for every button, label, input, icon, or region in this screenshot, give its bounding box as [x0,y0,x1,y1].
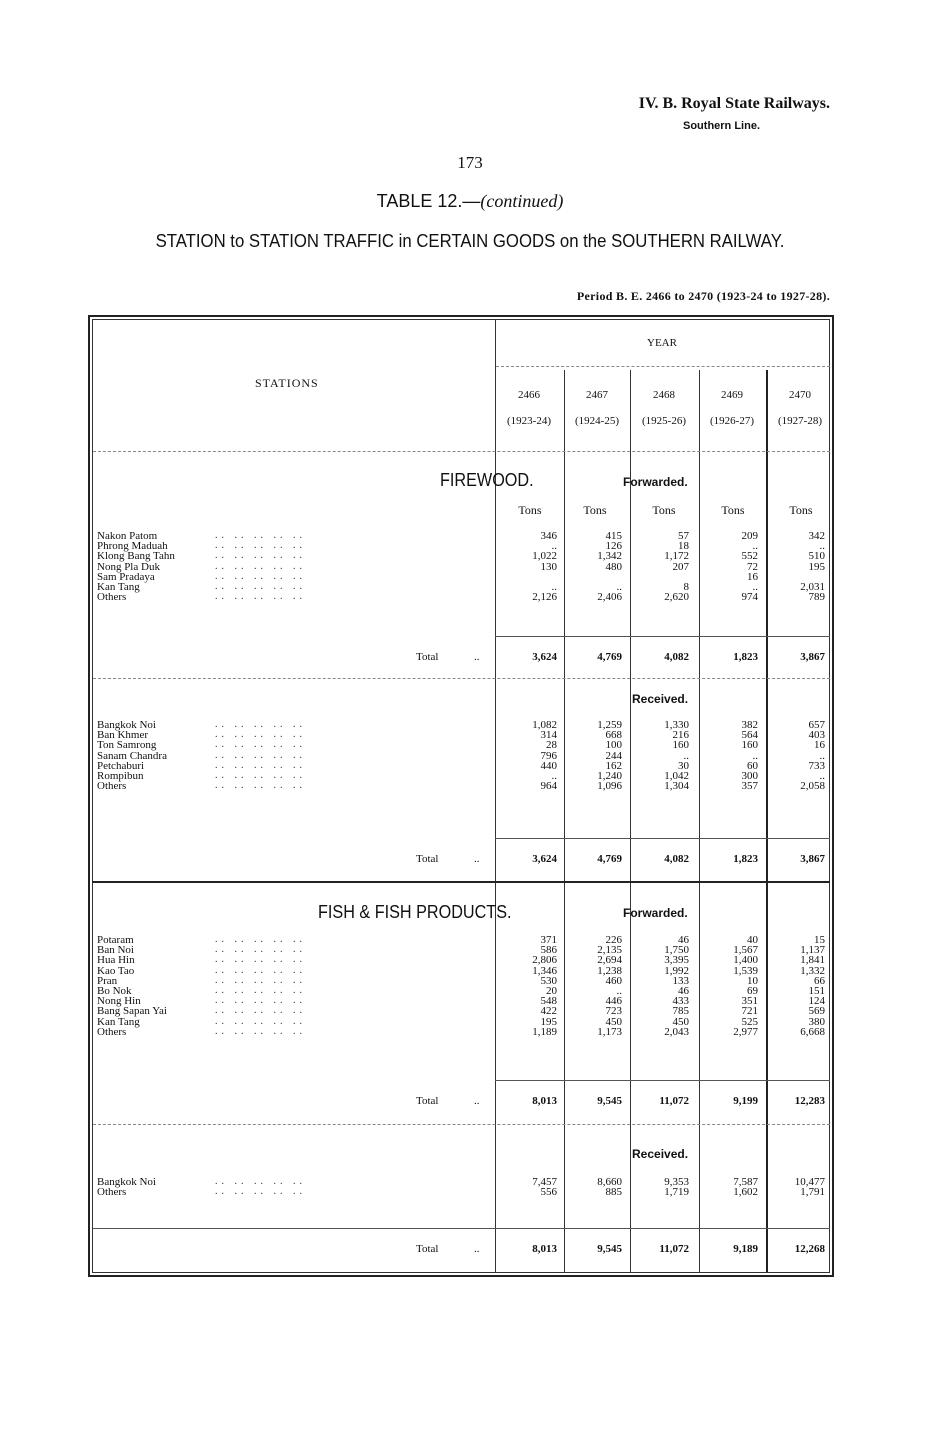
cell-value: 207 [672,560,689,573]
subtotal-rule [93,1228,830,1229]
leader-dots: .. .. .. .. .. [215,1015,306,1027]
station-name: Hua Hin [97,954,135,967]
cell-value: 723 [605,1005,622,1018]
cell-value: 964 [540,780,557,793]
received-label: Received. [632,1147,689,1161]
cell-value: 126 [605,540,622,553]
section-rule [93,678,830,679]
cell-value: 1,791 [800,1186,825,1199]
table-frame-inner [92,319,830,1273]
cell-value: 1,240 [597,770,622,782]
leader-dots: .. .. .. .. .. [215,560,306,572]
cell-value: 433 [672,995,689,1008]
cell-value: 460 [605,974,622,987]
cell-value: 1,189 [532,1025,557,1038]
leader-dots: .. .. .. .. .. [215,985,306,996]
cell-value: 371 [540,934,557,946]
cell-value: 2,694 [597,954,622,967]
cell-value: 60 [747,759,758,772]
cell-value: 2,031 [800,581,825,593]
cell-value: 133 [672,974,689,987]
line-subheader: Southern Line. [683,120,760,132]
station-name: Nong Hin [97,995,141,1008]
section-title-firewood: FIREWOOD. [440,470,534,490]
cell-value: 440 [540,759,557,772]
cell-value: 16 [747,570,758,583]
leader-dots: .. .. .. .. .. [215,1025,306,1037]
leader-dots: .. .. .. .. .. [215,759,306,771]
cell-value: 2,135 [597,944,622,957]
year-2468: 2468 [653,389,675,401]
cell-value: 657 [808,719,825,731]
cell-value: 1,750 [664,944,689,957]
station-name: Others [97,1025,127,1038]
cell-value: 2,620 [664,591,689,604]
cell-value: 556 [540,1186,557,1199]
cell-value: 1,304 [664,780,689,793]
cell-value: 380 [808,1015,825,1028]
total-value: 1,823 [733,853,758,865]
total-value: 4,082 [664,853,689,865]
total-value: 11,072 [659,1243,689,1255]
cell-value: .. [551,770,557,782]
total-value: 3,624 [532,651,557,663]
total-value: 8,013 [532,1243,557,1255]
cell-value: 721 [741,1005,758,1018]
cell-value: 796 [540,749,557,762]
column-divider [495,320,496,1272]
cell-value: 450 [672,1015,689,1028]
section-title-fish: FISH & FISH PRODUCTS. [318,902,512,922]
station-name: Petchaburi [97,759,145,772]
cell-value: 8 [683,581,689,593]
leader-dots: .. .. .. .. .. [215,1186,306,1198]
cell-value: 382 [741,719,758,731]
cell-value: 785 [672,1005,689,1018]
total-dots: .. [474,853,480,865]
total-value: 9,199 [733,1095,758,1107]
cell-value: .. [752,581,758,593]
cell-value: 530 [540,974,557,987]
cell-value: 151 [808,985,825,997]
cell-value: .. [616,985,622,997]
header-rule [496,366,830,367]
period-line: Period B. E. 2466 to 2470 (1923-24 to 1927-28). [576,289,830,303]
cell-value: 30 [678,759,689,772]
leader-dots: .. .. .. .. .. [215,729,306,741]
cell-value: 160 [672,739,689,752]
cell-value: 1,719 [664,1186,689,1199]
total-value: 4,769 [597,651,622,663]
cell-value: .. [752,540,758,553]
cell-value: 552 [741,550,758,563]
cell-value: 46 [678,985,689,997]
cell-value: 974 [741,591,758,604]
cell-value: 510 [808,550,825,563]
total-value: 9,545 [597,1243,622,1255]
unit-tons: Tons [583,503,607,517]
cell-value: .. [752,749,758,762]
cell-value: 16 [814,739,825,752]
forwarded-label: Forwarded. [623,906,688,920]
total-dots: .. [474,1095,480,1107]
cell-value: 1,602 [733,1186,758,1199]
total-value: 11,072 [659,1095,689,1107]
cell-value: 1,332 [800,964,825,977]
cell-value: 1,342 [597,550,622,563]
cell-value: .. [819,749,825,762]
year-span: (1925-26) [642,415,686,427]
cell-value: 100 [605,739,622,752]
cell-value: 586 [540,944,557,957]
table-title-prefix: TABLE 12.— [376,191,481,211]
stations-label: STATIONS [255,376,319,390]
station-name: Bangkok Noi [97,1176,156,1188]
cell-value: 209 [741,530,758,542]
cell-value: 18 [678,540,689,553]
cell-value: 885 [605,1186,622,1199]
station-name: Potaram [97,934,134,946]
year-span: (1927-28) [778,415,822,427]
year-span: (1923-24) [507,415,551,427]
station-name: Sanam Chandra [97,749,167,762]
cell-value: 2,806 [532,954,557,967]
subtotal-rule [495,1080,830,1081]
cell-value: .. [551,540,557,553]
cell-value: 15 [814,934,825,946]
total-dots: .. [474,651,480,663]
cell-value: 480 [605,560,622,573]
station-name: Kao Tao [97,964,135,977]
cell-value: 1,259 [597,719,622,731]
station-name: Kan Tang [97,581,140,593]
cell-value: 2,977 [733,1025,758,1038]
cell-value: 351 [741,995,758,1008]
station-name: Bangkok Noi [97,719,156,731]
station-name: Bo Nok [97,985,132,997]
cell-value: 2,058 [800,780,825,793]
cell-value: 195 [540,1015,557,1028]
total-value: 4,769 [597,853,622,865]
cell-value: 7,457 [532,1176,557,1188]
leader-dots: .. .. .. .. .. [215,944,306,956]
column-divider [766,370,768,1272]
cell-value: 2,406 [597,591,622,604]
cell-value: 1,172 [664,550,689,563]
cell-value: 342 [808,530,825,542]
cell-value: 244 [605,749,622,762]
leader-dots: .. .. .. .. .. [215,1005,306,1017]
leader-dots: .. .. .. .. .. [215,530,306,541]
cell-value: 28 [546,739,557,752]
leader-dots: .. .. .. .. .. [215,719,306,730]
station-name: Ban Noi [97,944,134,957]
leader-dots: .. .. .. .. .. [215,749,306,761]
total-value: 8,013 [532,1095,557,1107]
leader-dots: .. .. .. .. .. [215,570,306,582]
year-2466: 2466 [518,389,540,401]
cell-value: 668 [605,729,622,742]
cell-value: 69 [747,985,758,997]
page-heading: STATION to STATION TRAFFIC in CERTAIN GOODS on the SOUTHERN RAILWAY. [155,231,785,251]
cell-value: 569 [808,1005,825,1018]
total-label: Total [416,853,439,865]
station-name: Bang Sapan Yai [97,1005,167,1018]
cell-value: 10 [747,974,758,987]
cell-value: .. [819,540,825,553]
station-name: Rompibun [97,770,144,782]
unit-tons: Tons [789,503,813,517]
leader-dots: .. .. .. .. .. [215,581,306,592]
cell-value: 6,668 [800,1025,825,1038]
unit-tons: Tons [721,503,745,517]
cell-value: 1,137 [800,944,825,957]
leader-dots: .. .. .. .. .. [215,550,306,562]
cell-value: 446 [605,995,622,1008]
column-divider [699,370,700,1272]
cell-value: 415 [605,530,622,542]
cell-value: 314 [540,729,557,742]
cell-value: 3,395 [664,954,689,967]
forwarded-label: Forwarded. [623,475,688,489]
section-rule [93,1124,830,1125]
station-name: Kan Tang [97,1015,140,1028]
station-name: Ton Samrong [97,739,157,752]
table-title [300,191,640,212]
cell-value: .. [551,581,557,593]
cell-value: 1,082 [532,719,557,731]
station-name: Ban Khmer [97,729,149,742]
cell-value: 72 [747,560,758,573]
total-dots: .. [474,1243,480,1255]
cell-value: .. [683,749,689,762]
cell-value: 1,022 [532,550,557,563]
table-title-suffix: (continued) [480,191,564,211]
cell-value: 733 [808,759,825,772]
total-value: 3,624 [532,853,557,865]
year-2469: 2469 [721,389,743,401]
total-value: 9,545 [597,1095,622,1107]
cell-value: 1,238 [597,964,622,977]
cell-value: 1,096 [597,780,622,793]
total-value: 12,268 [794,1243,825,1255]
leader-dots: .. .. .. .. .. [215,1176,306,1187]
total-value: 1,823 [733,651,758,663]
station-name: Nong Pla Duk [97,560,160,573]
cell-value: 357 [741,780,758,793]
total-value: 3,867 [800,651,825,663]
cell-value: 46 [678,934,689,946]
leader-dots: .. .. .. .. .. [215,974,306,986]
leader-dots: .. .. .. .. .. [215,591,306,603]
year-span: (1924-25) [575,415,619,427]
total-value: 12,283 [794,1095,825,1107]
header-bottom-rule [93,451,830,452]
cell-value: 2,043 [664,1025,689,1038]
subtotal-rule [495,838,830,839]
cell-value: 160 [741,739,758,752]
page-number: 173 [457,153,483,172]
year-span: (1926-27) [710,415,754,427]
total-label: Total [416,1243,439,1255]
cell-value: 789 [808,591,825,604]
cell-value: 40 [747,934,758,946]
leader-dots: .. .. .. .. .. [215,540,306,552]
cell-value: 8,660 [597,1176,622,1188]
cell-value: 1,992 [664,964,689,977]
cell-value: 1,567 [733,944,758,957]
unit-tons: Tons [518,503,542,517]
total-value: 3,867 [800,853,825,865]
year-label: YEAR [647,337,677,349]
station-name: Phrong Maduah [97,540,168,553]
cell-value: 162 [605,759,622,772]
cell-value: 300 [741,770,758,782]
cell-value: 1,042 [664,770,689,782]
cell-value: 450 [605,1015,622,1028]
leader-dots: .. .. .. .. .. [215,934,306,945]
total-label: Total [416,1095,439,1107]
cell-value: 1,539 [733,964,758,977]
station-name: Sam Pradaya [97,570,155,583]
cell-value: 1,330 [664,719,689,731]
cell-value: 1,173 [597,1025,622,1038]
cell-value: 564 [741,729,758,742]
cell-value: .. [819,770,825,782]
cell-value: 226 [605,934,622,946]
cell-value: 57 [678,530,689,542]
series-header: IV. B. Royal State Railways. [638,95,830,112]
year-2470: 2470 [789,389,811,401]
cell-value: 130 [540,560,557,573]
cell-value: 525 [741,1015,758,1028]
station-name: Nakon Patom [97,530,158,542]
station-name: Others [97,780,127,793]
cell-value: 422 [540,1005,557,1018]
cell-value: 1,346 [532,964,557,977]
column-divider [630,370,631,1272]
cell-value: 20 [546,985,557,997]
station-name: Others [97,591,127,604]
section-divider [92,881,830,883]
cell-value: 548 [540,995,557,1008]
total-label: Total [416,651,439,663]
leader-dots: .. .. .. .. .. [215,964,306,976]
cell-value: 1,841 [800,954,825,967]
leader-dots: .. .. .. .. .. [215,954,306,966]
leader-dots: .. .. .. .. .. [215,995,306,1007]
year-2467: 2467 [586,389,608,401]
cell-value: 195 [808,560,825,573]
cell-value: 2,126 [532,591,557,604]
cell-value: 10,477 [794,1176,825,1188]
cell-value: 403 [808,729,825,742]
cell-value: 216 [672,729,689,742]
total-value: 4,082 [664,651,689,663]
leader-dots: .. .. .. .. .. [215,739,306,751]
received-label: Received. [632,692,689,706]
cell-value: 66 [814,974,825,987]
total-value: 9,189 [733,1243,758,1255]
leader-dots: .. .. .. .. .. [215,770,306,781]
leader-dots: .. .. .. .. .. [215,780,306,792]
cell-value: 124 [808,995,825,1008]
cell-value: 346 [540,530,557,542]
unit-tons: Tons [652,503,676,517]
subtotal-rule [495,636,830,637]
cell-value: 7,587 [733,1176,758,1188]
station-name: Others [97,1186,127,1199]
cell-value: 1,400 [733,954,758,967]
station-name: Pran [97,974,118,987]
cell-value: .. [616,581,622,593]
cell-value: 9,353 [664,1176,689,1188]
station-name: Klong Bang Tahn [97,550,175,563]
